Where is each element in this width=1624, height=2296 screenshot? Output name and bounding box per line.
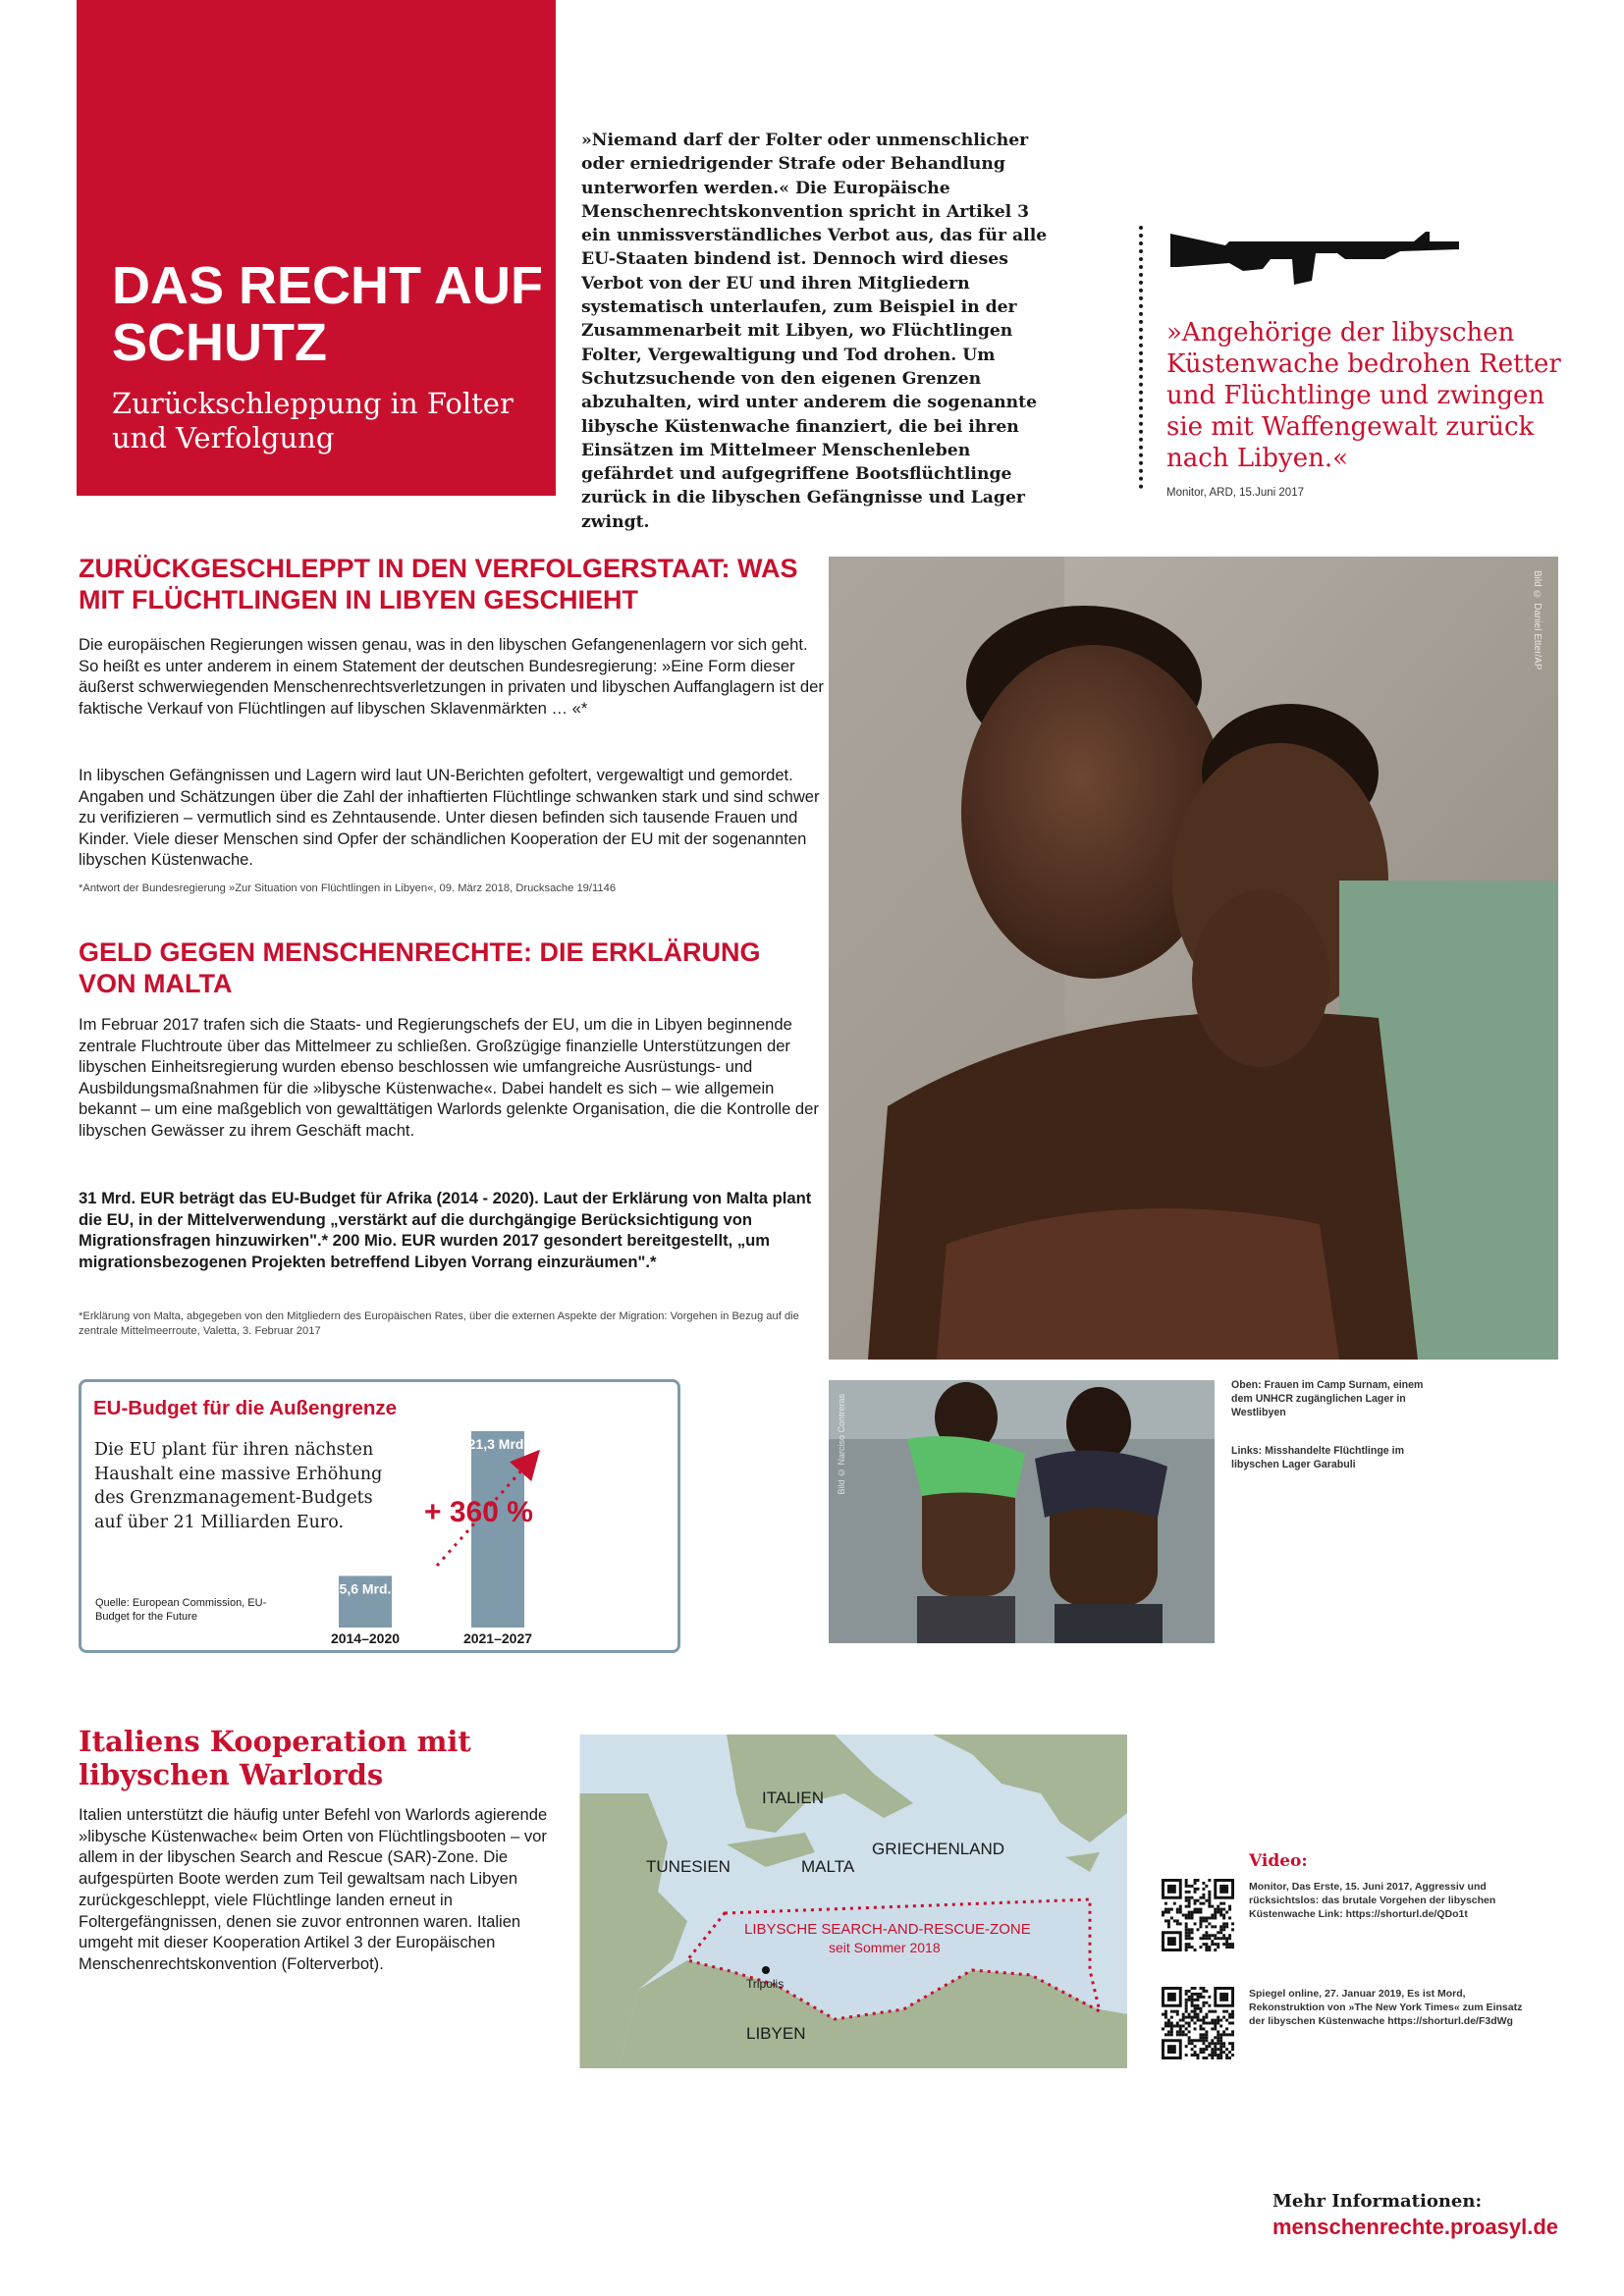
section-paragraph: Im Februar 2017 trafen sich die Staats- und Regierungschefs der EU, um die in Libyen beginnende zentrale Fluchtroute über das Mittelmeer zu schließen. Großzügige finanzielle Unterstützungen der libyschen Einheitsregierung wurden ebenso beschlossen wie umfangreiche Ausrüstungs- und Ausbildungsmaßnahmen für die »libysche Küstenwache«. Dabei handelt es sich – wie allgemein bekannt – um eine maßgeblich von gewalttätigen Warlords gelenkte Organisation, die die Kontrolle der libyschen Gewässer zu ihrem Geschäft macht. [79,1015,819,1140]
map-label-libya: LIBYEN [746,2024,806,2043]
video-title: Video: [1249,1851,1308,1871]
section-heading-libya: ZURÜCKGESCHLEPPT IN DEN VERFOLGERSTAAT: WAS MIT FLÜCHTLINGEN IN LIBYEN GESCHIEHT [79,554,798,614]
more-info-link[interactable]: menschenrechte.proasyl.de [1272,2215,1559,2239]
bar-value-label: 21,3 Mrd. [467,1436,528,1452]
small-photo-illustration [829,1380,1215,1643]
photo-caption-left: Links: Misshandelte Flüchtlinge im libyschen Lager Garabuli [1231,1445,1404,1470]
footnote: *Antwort der Bundesregierung »Zur Situation von Flüchtlingen in Libyen«, 09. März 2018, Drucksache 19/1146 [79,882,617,894]
more-info-label: Mehr Informationen: [1272,2191,1483,2212]
section-paragraph-bold: 31 Mrd. EUR beträgt das EU-Budget für Afrika (2014 - 2020). Laut der Erklärung von Malta plant die EU, in der Mittelverwendung „verstärkt auf die durchgängige Berücksichtigung von Migrationsfragen hinzuwirken".* 200 Mio. EUR wurden 2017 gesondert bereitgestellt, „um migrationsbezogenen Projekten betreffend Libyen Vorrang einzuräumen".* [79,1189,812,1271]
page-title: DAS RECHT AUF SCHUTZ [112,256,543,372]
photo-credit: Bild © Daniel Etter/AP [1532,570,1543,670]
bar-category-label: 2014–2020 [330,1630,401,1644]
video-link-text: Spiegel online, 27. Januar 2019, Es ist Mord, Rekonstruktion von »The New York Times« zum Einsatz der libyschen Küstenwache https://shorturl.de/F3dWg [1249,1988,1523,2027]
title-block [77,0,556,496]
page-subtitle: Zurückschleppung in Folter und Verfolgung [112,387,514,454]
section-heading-italy: Italiens Kooperation mit libyschen Warlords [79,1725,471,1791]
small-photo [829,1380,1215,1643]
sar-zone-map [579,1735,1127,2068]
photo-caption-top: Oben: Frauen im Camp Surnam, einem dem UNHCR zugänglichen Lager in Westlibyen [1231,1379,1424,1418]
section-paragraph: Die europäischen Regierungen wissen genau, was in den libyschen Gefangenenlagern vor sich geht. So heißt es unter anderem in einem Statement der deutschen Bundesregierung: »Eine Form dieser äußerst schwerwiegenden Menschenrechtsverletzungen in privaten und libyschen Auffanglagern ist der faktische Verkauf von Flüchtlingen auf libyschen Sklavenmärkten … «* [79,635,824,718]
section-heading-malta: GELD GEGEN MENSCHENRECHTE: DIE ERKLÄRUNG VON MALTA [79,937,761,998]
quote-text: »Angehörige der libyschen Küstenwache bedrohen Retter und Flüchtlinge und zwingen sie mit Waffengewalt zurück nach Libyen.« [1166,318,1561,473]
map-label-greece: GRIECHENLAND [872,1840,1005,1858]
budget-bar [471,1431,524,1628]
photo-credit: Bild © Narciso Contreras [837,1394,846,1495]
map-label-italy: ITALIEN [762,1789,824,1807]
map-label-tripoli: Tripolis [746,1977,785,1991]
budget-source: Quelle: European Commission, EU-Budget for the Future [95,1597,267,1623]
qr-code-icon[interactable] [1162,1987,1234,2059]
intro-text: »Niemand darf der Folter oder unmenschlicher oder erniedrigender Strafe oder Behandlung unterworfen werden.« Die Europäische Menschenrechtskonvention spricht in Artikel 3 ein unmissverständliches Verbot aus, das für alle EU-Staaten bindend ist. Dennoch wird dieses Verbot von der EU und ihren Mitgliedern systematisch unterlaufen, zum Beispiel in der Zusammenarbeit mit Libyen, wo Flüchtlingen Folter, Vergewaltigung und Tod drohen. Um Schutzsuchende von den eigenen Grenzen abzuhalten, wird unter anderem die sogenannte libysche Küstenwache finanziert, die bei ihren Einsätzen im Mittelmeer Menschenleben gefährdet und aufgegriffene Bootsflüchtlinge zurück in die libyschen Gefängnisse und Lager zwingt. [581,131,1048,532]
map-label-malta: MALTA [801,1857,855,1876]
qr-code-icon[interactable] [1162,1879,1234,1951]
section-paragraph: In libyschen Gefängnissen und Lagern wird laut UN-Berichten gefoltert, vergewaltigt und gemordet. Angaben und Schätzungen über die Zahl der inhaftierten Flüchtlinge schwanken stark und sind schwer zu verifizieren – vermutlich sind es Zehntausende. Unter diesen befinden sich tausende Frauen und Kinder. Viele dieser Menschen sind Opfer der schändlichen Kooperation der EU mit der sogenannten libyschen Küstenwache. [79,766,820,870]
main-photo [829,557,1558,1360]
growth-annotation: + 360 % [424,1496,533,1528]
map-zone-subtitle: seit Sommer 2018 [829,1940,941,1955]
map-tripoli-marker [762,1966,770,1974]
video-link-text: Monitor, Das Erste, 15. Juni 2017, Aggressiv und rücksichtslos: das brutale Vorgehen der libyschen Küstenwache Link: https://shorturl.de/QDo1t [1249,1881,1496,1920]
section-paragraph: Italien unterstützt die häufig unter Befehl von Warlords agierende »libysche Küstenwache« beim Orten von Flüchtlingsbooten – vor allem in der libyschen Search and Rescue (SAR)-Zone. Die aufgespürten Boote werden zum Teil gewaltsam nach Libyen zurückgeschleppt, viele Flüchtlinge landen erneut in Foltergefängnissen, denen sie zuvor entronnen waren. Italien umgeht mit dieser Kooperation Artikel 3 der Europäischen Menschenrechtskonvention (Folterverbot). [79,1805,548,1973]
rifle-icon [1168,224,1463,294]
bar-category-label: 2021–2027 [462,1630,533,1644]
footnote: *Erklärung von Malta, abgegeben von den Mitgliedern des Europäischen Rates, über die externen Aspekte der Migration: Vorgehen in Bezug auf die zentrale Mittelmeerroute, Valetta, 3. Februar 2017 [79,1310,799,1337]
budget-title: EU-Budget für die Außengrenze [93,1397,398,1419]
map-label-tunisia: TUNESIEN [646,1857,731,1876]
map-zone-title: LIBYSCHE SEARCH-AND-RESCUE-ZONE [744,1921,1031,1938]
bar-value-label: 5,6 Mrd. [339,1580,392,1597]
budget-description: Die EU plant für ihren nächsten Haushalt eine massive Erhöhung des Grenzmanagement-Budgets auf über 21 Milliarden Euro. [94,1440,383,1532]
quote-divider [1139,226,1143,489]
quote-source: Monitor, ARD, 15.Juni 2017 [1166,487,1304,499]
main-photo-illustration [829,557,1558,1360]
budget-chart [324,1414,668,1644]
